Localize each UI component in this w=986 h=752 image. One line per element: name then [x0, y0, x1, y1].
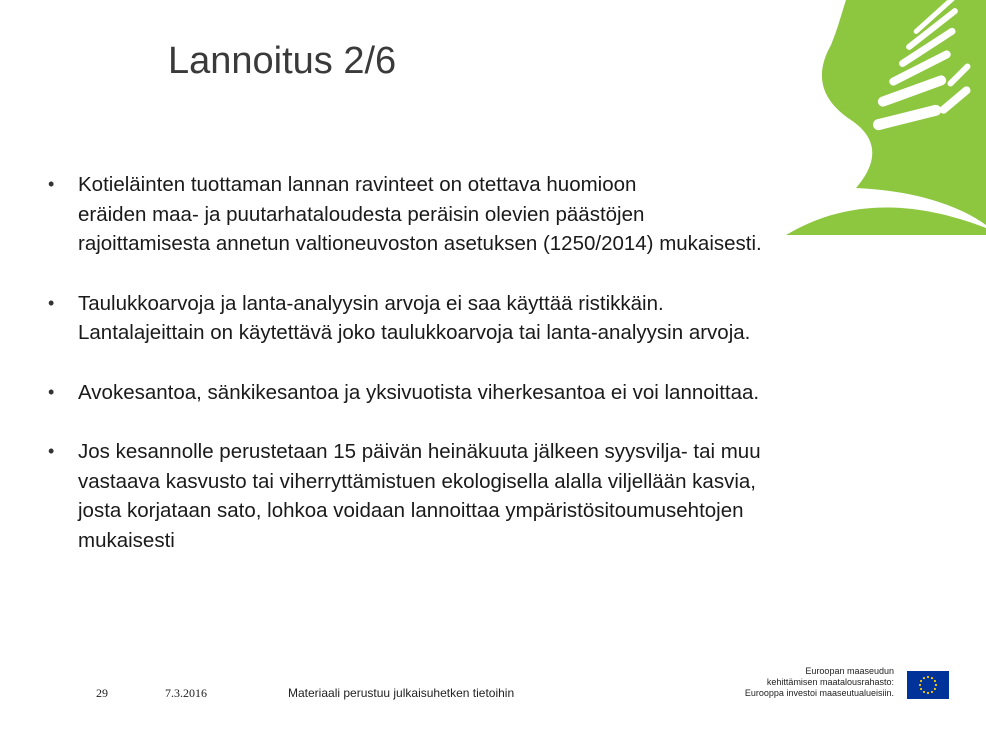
eu-text-line: Euroopan maaseudun: [805, 666, 894, 676]
bullet-line: Kotieläinten tuottaman lannan ravinteet on otettava huomioon: [78, 173, 637, 196]
page-number: 29: [96, 686, 108, 700]
bullet-line: Avokesantoa, sänkikesantoa ja yksivuotista viherkesantoa ei voi lannoittaa.: [78, 380, 760, 404]
eu-text-line: kehittämisen maatalousrahasto:: [766, 677, 894, 687]
bullet-line: mukaisesti: [78, 528, 175, 552]
bullet-item: [48, 170, 948, 259]
eu-star: [934, 680, 936, 682]
eu-star: [923, 677, 925, 679]
bullet-line: eräiden maa- ja puutarhataloudesta peräisin olevien päästöjen: [78, 202, 645, 226]
bullet-line: josta korjataan sato, lohkoa voidaan lannoittaa ympäristösitoumusehtojen: [78, 499, 744, 522]
bullet-line: Taulukkoarvoja ja lanta-analyysin arvoja ei saa käyttää ristikkäin.: [78, 291, 664, 315]
eu-star: [923, 691, 925, 693]
eu-star: [919, 684, 921, 686]
eu-star: [920, 688, 922, 690]
eu-star: [931, 691, 933, 693]
bullet-item: [48, 437, 948, 555]
bullet-line: vastaava kasvusto tai viherryttämistuen ekologisella alalla viljellään kasvia,: [78, 469, 756, 493]
bullet-marker: •: [48, 292, 55, 313]
bullet-item: [48, 289, 948, 348]
bullet-line: rajoittamisesta annetun valtioneuvoston asetuksen (1250/2014) mukaisesti.: [78, 232, 762, 255]
footer-date: 7.3.2016: [165, 686, 207, 700]
eu-star: [927, 676, 929, 678]
bullet-item: [48, 378, 948, 408]
bullet-line: Jos kesannolle perustetaan 15 päivän heinäkuuta jälkeen syysvilja- tai muu: [78, 440, 761, 463]
eu-text-line: Eurooppa investoi maaseutualueisiin.: [744, 688, 894, 698]
eu-star: [920, 680, 922, 682]
bullet-marker: •: [48, 174, 55, 194]
eu-funding-text: [745, 666, 894, 699]
eu-flag-icon: [907, 671, 949, 699]
eu-star: [931, 677, 933, 679]
bullet-list: [48, 170, 948, 585]
slide-title: Lannoitus 2/6: [168, 40, 397, 82]
bullet-marker: •: [48, 441, 55, 461]
eu-star: [927, 692, 929, 694]
eu-star: [935, 684, 937, 686]
eu-star: [934, 688, 936, 690]
bullet-line: Lantalajeittain on käytettävä joko taulukkoarvoja tai lanta-analyysin arvoja.: [78, 321, 751, 344]
footer-source-note: Materiaali perustuu julkaisuhetken tietoihin: [288, 686, 515, 700]
bullet-marker: •: [48, 381, 55, 402]
